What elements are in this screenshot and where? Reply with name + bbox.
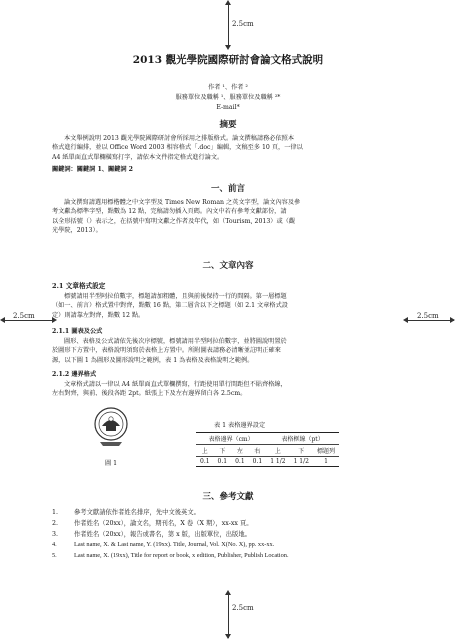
section-2-1-line-1: 標號請用半型阿拉伯數字，標題請加粗體，且與前後保持一行的間隔。第一層標題: [64, 293, 287, 300]
reference-number: 3.: [52, 530, 59, 538]
bottom-margin-arrow-down: [225, 634, 231, 639]
section-2-1-1-heading: 2.1.1 圖表及公式: [52, 328, 103, 335]
references-list: [52, 508, 412, 562]
table-col-header: 上: [201, 448, 208, 455]
reference-text: 作者姓名（20xx），論文名，期刊名，X 卷（X 期），xx-xx 頁。: [74, 519, 253, 527]
table-cell: 0.1: [200, 458, 210, 465]
reference-text: 參考文獻請依作者姓名排序，先中文後英文。: [74, 509, 200, 516]
bottom-margin-arrow-up: [225, 590, 231, 595]
left-margin-label: 2.5cm: [13, 312, 35, 320]
table-1: [196, 432, 339, 467]
reference-number: 2.: [52, 519, 59, 527]
section-2-1-1-line-1: 圖形、表格及公式請依先後次序標號，標號請用半型阿拉伯數字，並將圖說明置於: [64, 338, 287, 345]
section-1-heading: 一、前言: [210, 184, 245, 194]
keywords: 關鍵詞：關鍵詞 1、關鍵詞 2: [52, 166, 133, 173]
table-col-header: 標題列: [316, 448, 335, 455]
reference-number: 4.: [52, 541, 57, 549]
section-1-line-4: 光學院，2013）。: [52, 227, 102, 235]
section-2-1-heading: 2.1 文章格式設定: [52, 282, 106, 290]
top-margin-line: [228, 2, 229, 48]
table-group-header-border: 表格框線（pt）: [281, 436, 324, 443]
table-cell: 0.1: [235, 458, 245, 465]
table-cell: 0.1: [252, 458, 263, 465]
abstract-text: [52, 134, 404, 162]
section-2-1-text: [52, 292, 404, 320]
section-2-1-line-3: 定）則請靠左對齊，點數 12 點。: [52, 311, 145, 319]
abstract-line-2: 格式進行編排，並以 Office Word 2003 相容格式「.doc」編輯，文稿至多 10 頁，一律以: [52, 144, 303, 152]
reference-text: 作者姓名（20xx），報告或書名，第 x 版，出版單位，出版地。: [74, 530, 251, 538]
top-margin-label: 2.5cm: [232, 20, 254, 28]
reference-text: Last name, X. & Last name, Y. (19xx). Title, Journal, Vol. X(No. X), pp. xx-xx.: [74, 541, 275, 549]
table-col-header: 上: [274, 448, 281, 455]
section-2-1-1-line-3: 源，以下圖 1 為圖形及圖形說明之範例，表 1 為表格及表格說明之範例。: [52, 356, 254, 364]
table-col-header: 左: [236, 448, 243, 455]
section-2-1-2-line-2: 左右對齊，與前、後段各距 2pt。紙張上下及左右邊界留白各 2.5cm。: [52, 390, 247, 398]
table-cell: 1 1/2: [293, 458, 309, 465]
section-2-1-1-line-2: 於圖形下方置中，表格說明須寫於表格上方置中。所附圖表請務必清晰並註明正確來: [52, 347, 281, 355]
section-1-text: [52, 198, 404, 236]
email: E-mail*: [216, 104, 240, 111]
reference-item: [52, 519, 412, 530]
reference-item: [52, 530, 412, 541]
table-cell: 1 1/2: [270, 458, 286, 465]
right-margin-label: 2.5cm: [417, 312, 439, 320]
reference-number: 1.: [52, 509, 59, 516]
table-1-caption: 表 1 表格邊界設定: [214, 422, 266, 429]
table-cell: 0.1: [217, 458, 228, 465]
abstract-line-1: 本文舉例說明 2013 觀光學院國際研討會所採用之排版格式。論文撰稿請務必依照本: [64, 135, 295, 142]
bottom-margin-line: [228, 592, 229, 638]
figure-1-caption: 圖 1: [104, 460, 118, 467]
paper-title: 2013 觀光學院國際研討會論文格式說明: [132, 54, 324, 66]
section-2-1-2-text: [52, 380, 404, 399]
section-2-1-2-heading: 2.1.2 邊界格式: [52, 371, 97, 378]
reference-item: [52, 540, 412, 551]
section-1-line-1: 論文撰寫請選用標楷體之中文字型及 Times New Roman 之英文字型，論文內容及參: [64, 199, 301, 206]
reference-number: 5.: [52, 552, 57, 560]
bottom-margin-label: 2.5cm: [232, 604, 254, 612]
abstract-heading: 摘要: [219, 120, 237, 130]
section-2-1-line-2: （如一、前言）格式置中對齊，點數 16 點，第二層含以下之標題（如 2.1 文章格式設: [52, 302, 288, 310]
left-margin-arrow-left: [0, 317, 5, 323]
section-2-heading: 二、文章內容: [202, 261, 254, 271]
table-group-header-margin: 表格邊界（cm）: [208, 436, 254, 443]
reference-text: Last name, X. (19xx), Title for report or book, x edition, Publisher, Publish Location.: [74, 552, 289, 560]
section-2-1-1-text: [52, 337, 404, 365]
right-margin-arrow-right: [450, 317, 455, 323]
top-margin-arrow-down: [225, 45, 231, 50]
school-emblem-icon: [92, 406, 130, 450]
section-3-heading: 三、參考文獻: [202, 492, 254, 502]
reference-item: [52, 551, 412, 562]
figure-1: [92, 406, 130, 466]
section-1-line-3: 以全形括號（）表示之，在括號中寫明文獻之作者及年代，如（Tourism, 2013）或（觀: [52, 217, 296, 225]
abstract-line-3: A4 紙單面直式單欄橫寫打字，請依本文件指定格式進行論文。: [52, 153, 224, 161]
reference-item: [52, 508, 412, 519]
top-margin-arrow-up: [225, 0, 231, 5]
affiliation: 服務單位及職稱 ¹、服務單位及職稱 ²*: [175, 94, 281, 101]
right-margin-line: [405, 320, 454, 321]
left-margin-line: [2, 320, 54, 321]
section-1-line-2: 考文獻為標準字型，點數為 12 點，完稿請勿插入頁碼。內文中若有參考文獻部份，請: [52, 208, 287, 216]
section-2-1-2-line-1: 文章格式請以一律以 A4 紙單面直式單欄撰寫，行距使用單行間距但不貼齊格線，: [64, 381, 287, 388]
table-col-header: 右: [254, 448, 261, 455]
table-cell: 1: [324, 458, 328, 465]
table-col-header: 下: [219, 448, 226, 455]
table-col-header: 下: [298, 448, 305, 455]
authors: 作者 ¹、作者 ²: [208, 84, 248, 91]
